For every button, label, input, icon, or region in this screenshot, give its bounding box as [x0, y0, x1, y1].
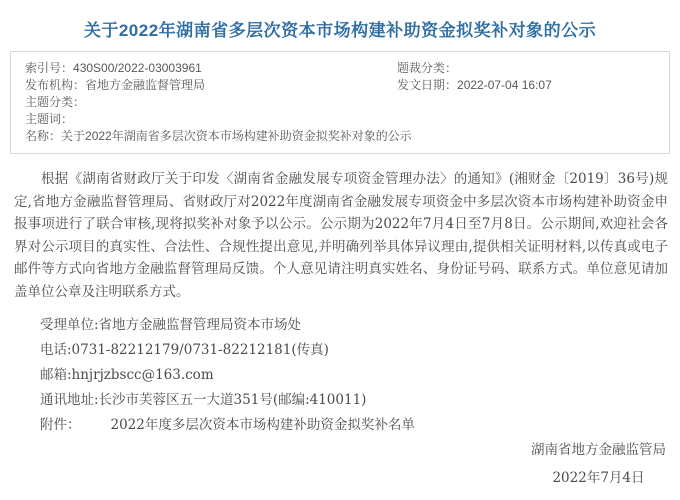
meta-field-topic	[25, 94, 659, 111]
meta-name-value: 关于2022年湖南省多层次资本市场构建补助资金拟奖补对象的公示	[61, 129, 412, 143]
meta-field-pub-date	[397, 77, 659, 94]
meta-agency-label: 发布机构：	[25, 78, 86, 92]
meta-field-agency	[25, 77, 397, 94]
attachment-row	[14, 413, 668, 438]
meta-index-value: 430S00/2022-03003961	[73, 61, 202, 75]
meta-keywords-label: 主题词：	[25, 112, 74, 126]
document-body	[14, 168, 668, 438]
email-line: 邮箱:hnjrjzbscc@163.com	[40, 367, 214, 383]
attachment-link[interactable]: 2022年度多层次资本市场构建补助资金拟奖补名单	[110, 417, 415, 433]
meta-pub-date-value: 2022-07-04 16:07	[457, 78, 552, 92]
meta-topic-label: 主题分类：	[25, 95, 86, 109]
meta-genre-label: 题裁分类：	[397, 61, 458, 75]
meta-name-label: 名称：	[25, 129, 62, 143]
address-line: 通讯地址:长沙市芙蓉区五一大道351号(邮编:410011)	[40, 392, 367, 408]
meta-index-label: 索引号：	[25, 61, 74, 75]
meta-field-index	[25, 60, 397, 77]
meta-row-name	[25, 128, 659, 145]
signature-date: 2022年7月4日	[552, 470, 645, 486]
meta-agency-value: 省地方金融监督管理局	[85, 78, 206, 92]
page-title: 关于2022年湖南省多层次资本市场构建补助资金拟奖补对象的公示	[83, 21, 597, 40]
contact-block	[14, 313, 668, 438]
meta-row-agency-date	[25, 77, 659, 94]
body-paragraph: 根据《湖南省财政厅关于印发〈湖南省金融发展专项资金管理办法〉的通知》(湘财金〔2019〕36号)规定,省地方金融监督管理局、省财政厅对2022年度湖南省金融发展专项资金中多层次资本市场构建补助资金申报事项进行了联合审核,现将拟奖补对象予以公示。公示期为2022年7月4日至7月8日。公示期间,欢迎社会各界对公示项目的真实性、合法性、合规性提出意见,并明确列举具体异议理由,提供相关证明材料,以传真或电子邮件等方式向省地方金融监督管理局反馈。个人意见请注明真实姓名、身份证号码、联系方式。单位意见请加盖单位公章及注明联系方式。	[14, 171, 668, 300]
signature-agency: 湖南省地方金融监管局	[531, 442, 666, 458]
accept-unit-line: 受理单位:省地方金融监督管理局资本市场处	[40, 317, 302, 333]
meta-row-topic	[25, 94, 659, 111]
attachment-label: 附件：	[40, 417, 81, 433]
phone-line: 电话:0731-82212179/0731-82212181(传真)	[40, 342, 329, 358]
meta-field-keywords	[25, 111, 659, 128]
meta-field-name	[25, 128, 659, 145]
meta-field-genre	[397, 60, 659, 77]
meta-row-index-genre	[25, 60, 659, 77]
meta-row-keywords	[25, 111, 659, 128]
signature-block	[531, 440, 666, 488]
meta-pub-date-label: 发文日期：	[397, 78, 458, 92]
metadata-box	[10, 51, 670, 154]
